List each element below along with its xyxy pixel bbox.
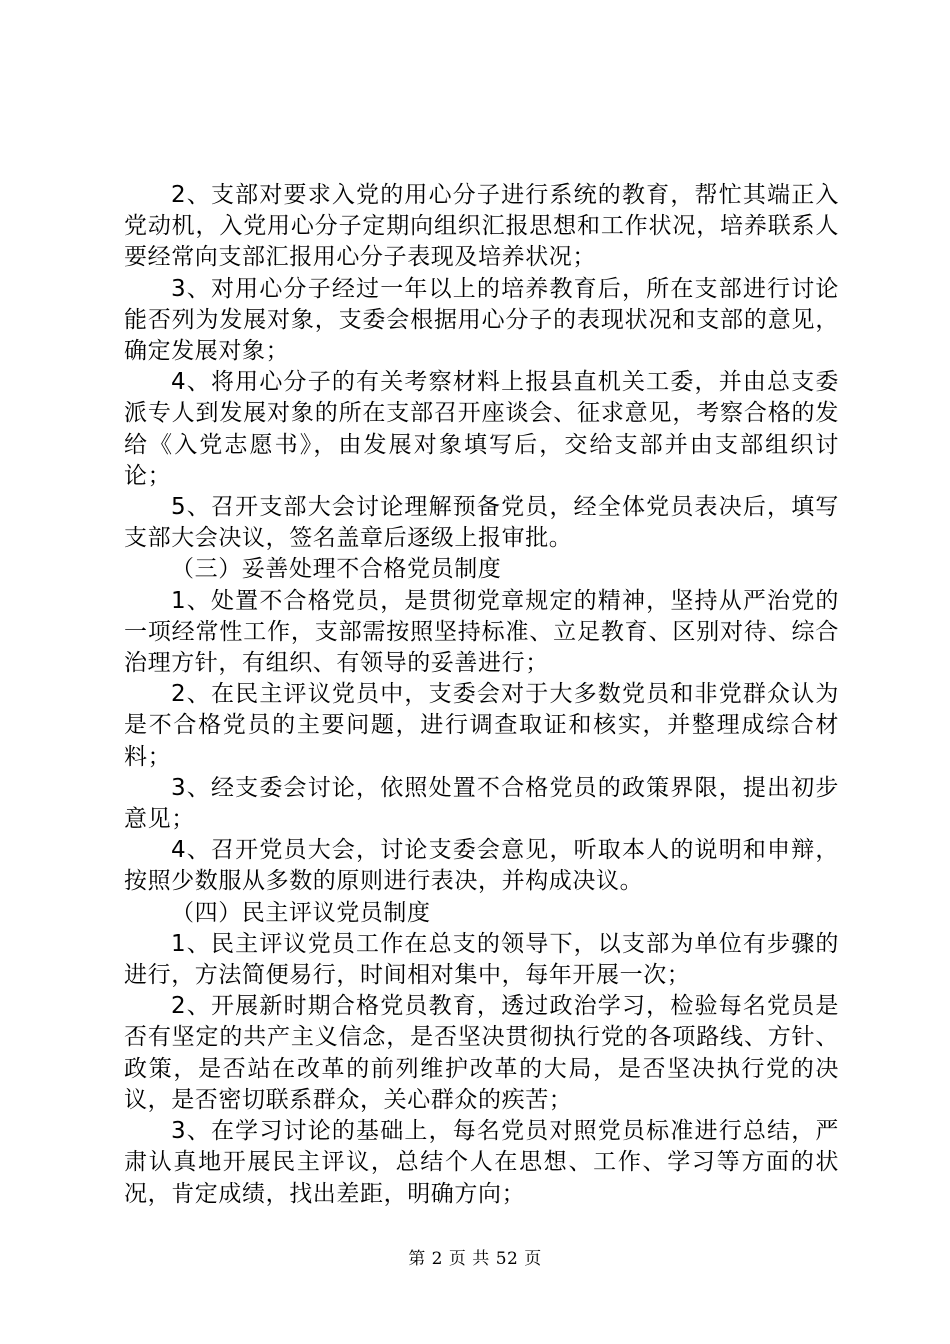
paragraph: 2、在民主评议党员中，支委会对于大多数党员和非党群众认为是不合格党员的主要问题，进行调查取证和核实，并整理成综合材料； (124, 681, 839, 770)
page-number-footer: 第 2 页 共 52 页 (408, 1249, 542, 1269)
paragraph: 3、经支委会讨论，依照处置不合格党员的政策界限，提出初步意见； (124, 774, 839, 833)
paragraph: 3、对用心分子经过一年以上的培养教育后，所在支部进行讨论能否列为发展对象，支委会根据用心分子的表现状况和支部的意见，确定发展对象； (124, 275, 839, 365)
section-heading: （四）民主评议党员制度 (171, 899, 431, 926)
document-body (124, 180, 839, 1210)
paragraph: 5、召开支部大会讨论理解预备党员，经全体党员表决后，填写支部大会决议，签名盖章后逐级上报审批。 (124, 494, 839, 552)
paragraph: 2、支部对要求入党的用心分子进行系统的教育，帮忙其端正入党动机，入党用心分子定期向组织汇报思想和工作状况，培养联系人要经常向支部汇报用心分子表现及培养状况； (124, 182, 839, 271)
paragraph: 1、民主评议党员工作在总支的领导下，以支部为单位有步骤的进行，方法简便易行，时间相对集中，每年开展一次； (124, 930, 839, 989)
paragraph: 2、开展新时期合格党员教育，透过政治学习，检验每名党员是否有坚定的共产主义信念，是否坚决贯彻执行党的各项路线、方针、政策，是否站在改革的前列维护改革的大局，是否坚决执行党的决议，是否密切联系群众，关心群众的疾苦； (124, 993, 839, 1113)
section-heading: （三）妥善处理不合格党员制度 (171, 556, 502, 583)
paragraph: 1、处置不合格党员，是贯彻党章规定的精神，坚持从严治党的一项经常性工作，支部需按照坚持标准、立足教育、区别对待、综合治理方针，有组织、有领导的妥善进行； (124, 587, 839, 677)
paragraph: 3、在学习讨论的基础上，每名党员对照党员标准进行总结，严肃认真地开展民主评议，总结个人在思想、工作、学习等方面的状况，肯定成绩，找出差距，明确方向； (124, 1118, 839, 1207)
paragraph: 4、召开党员大会，讨论支委会意见，听取本人的说明和申辩，按照少数服从多数的原则进行表决，并构成决议。 (124, 837, 839, 895)
paragraph: 4、将用心分子的有关考察材料上报县直机关工委，并由总支委派专人到发展对象的所在支部召开座谈会、征求意见，考察合格的发给《入党志愿书》，由发展对象填写后，交给支部并由支部组织讨论； (124, 369, 839, 489)
